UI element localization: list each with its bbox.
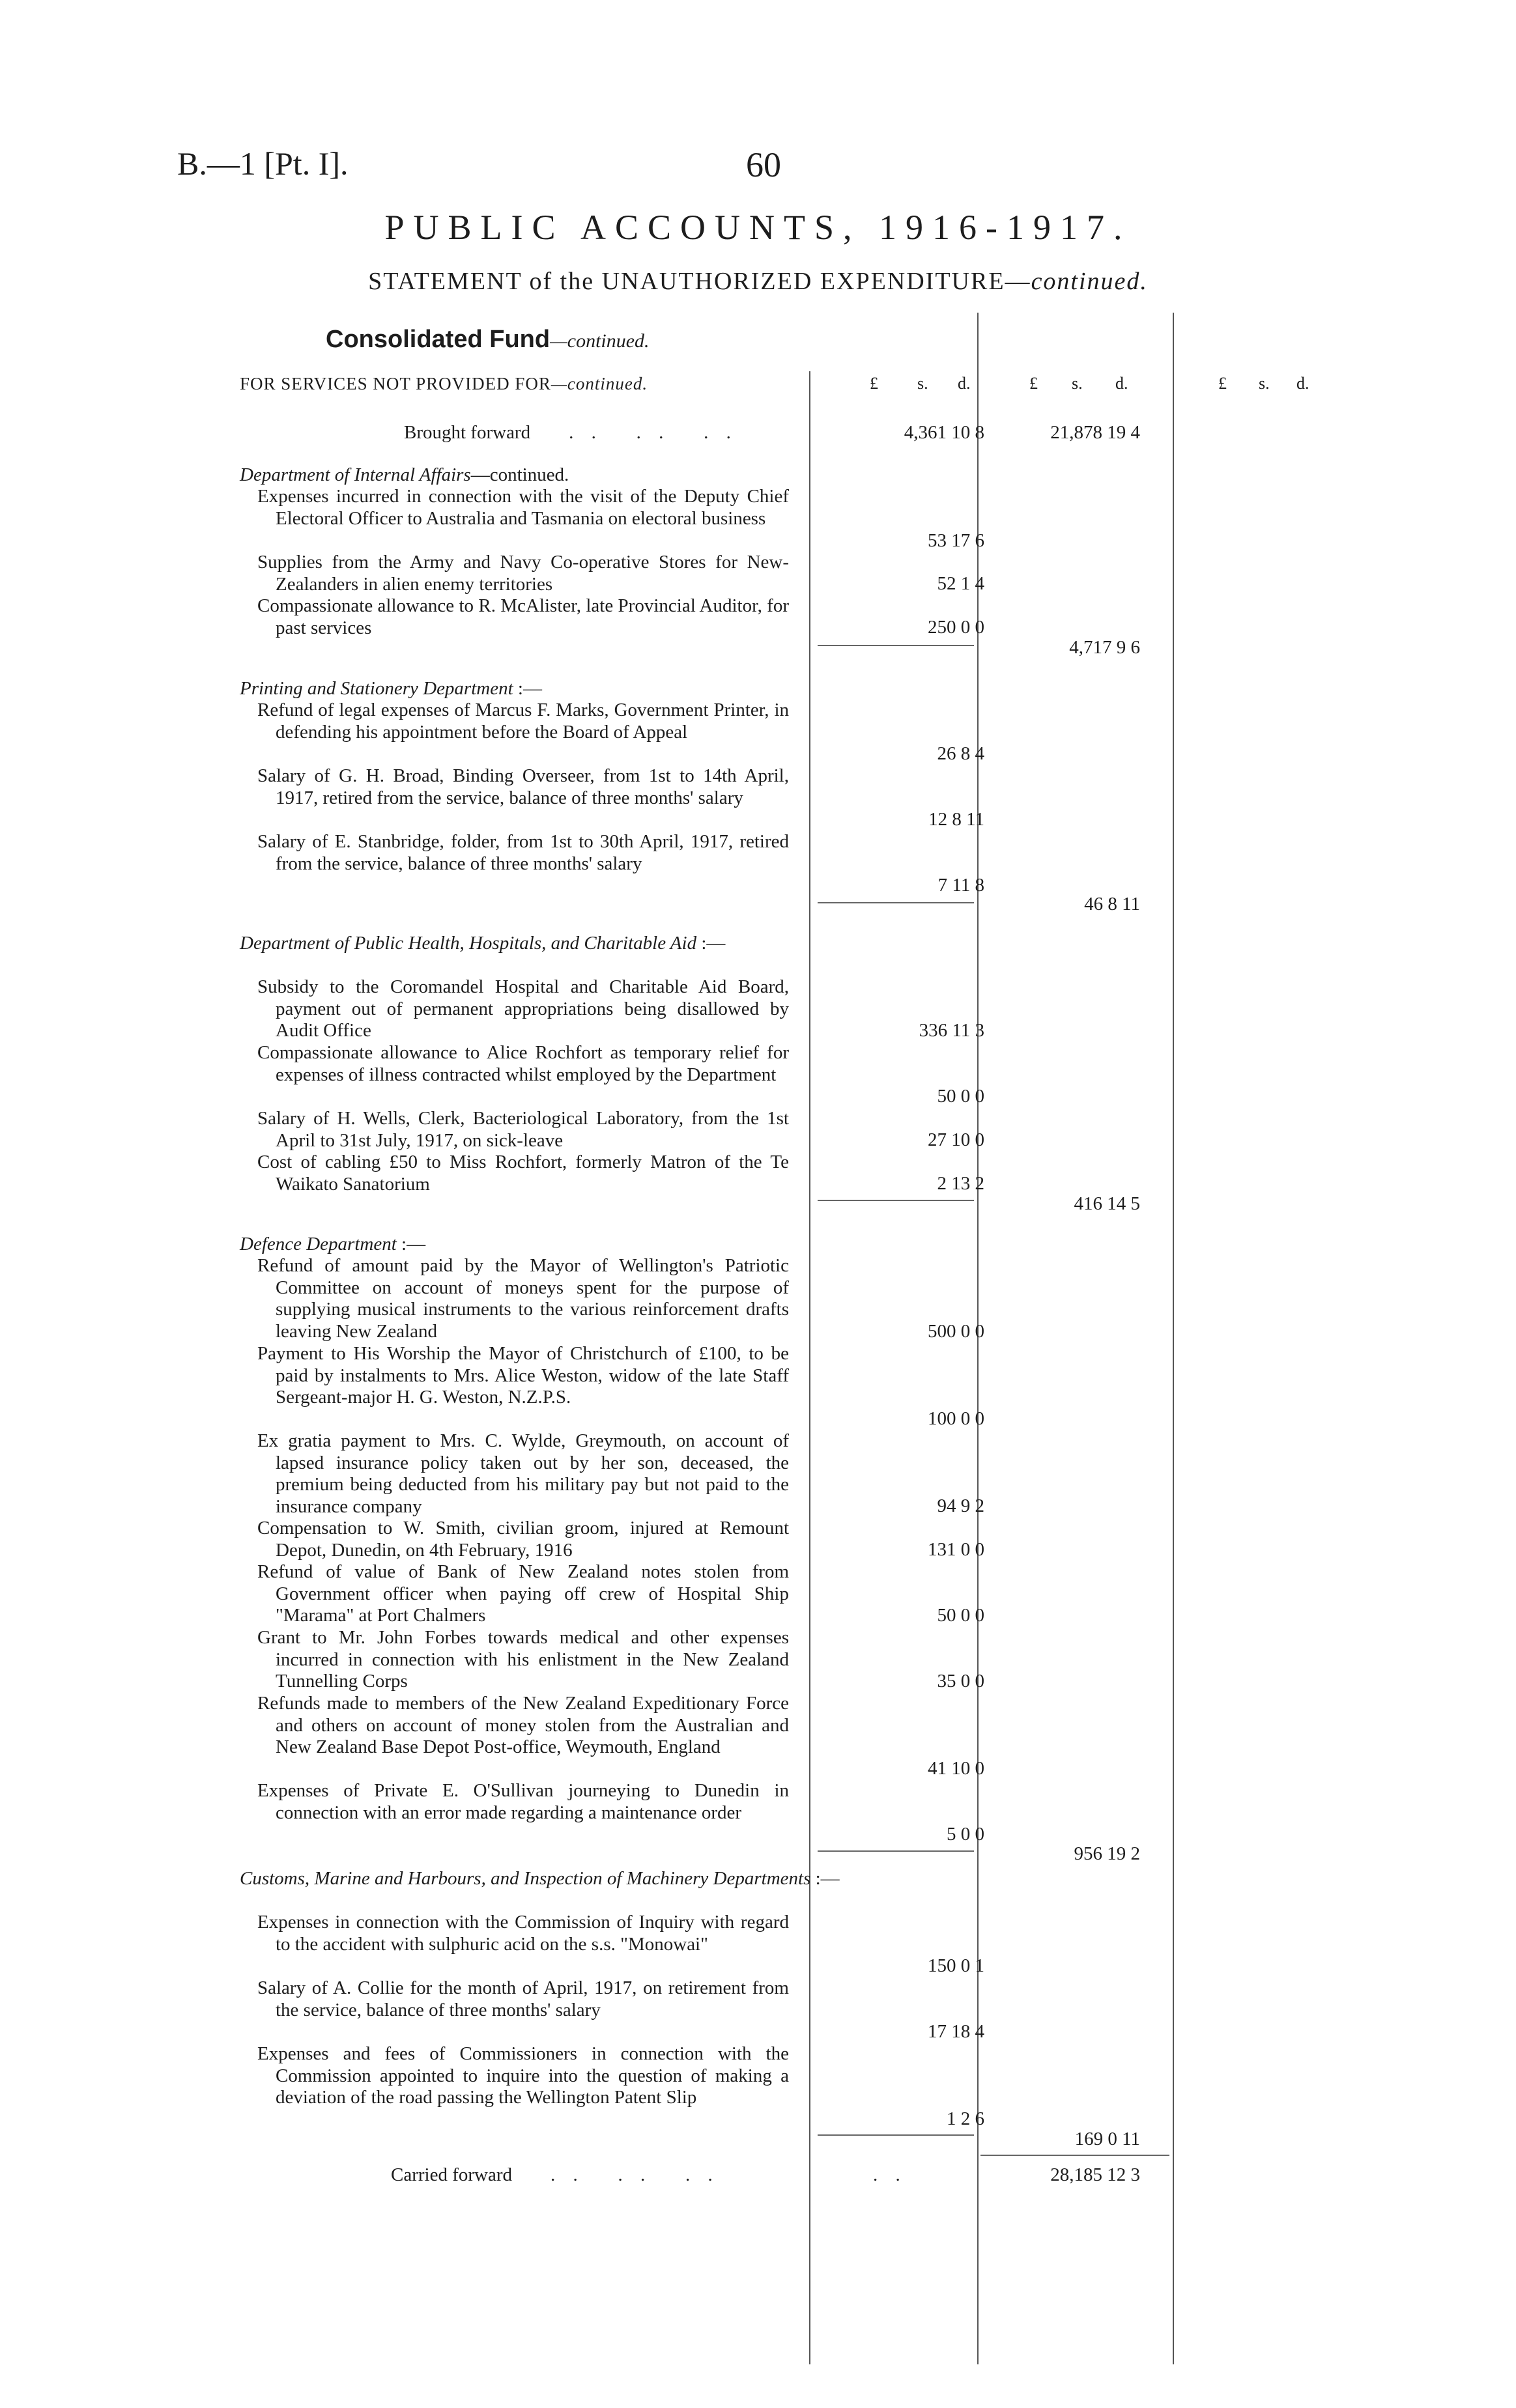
page-number: 60 xyxy=(746,145,781,184)
col1-pound-header: £ xyxy=(870,374,878,393)
department-suffix: :— xyxy=(810,1868,840,1889)
department-name: Printing and Stationery Department xyxy=(240,678,513,699)
item-amount: 100 0 0 xyxy=(928,1408,984,1429)
subtotal-rule xyxy=(818,1850,974,1852)
item-amount: 26 8 4 xyxy=(937,743,984,764)
department-total: 416 14 5 xyxy=(1074,1193,1140,1214)
total-rule xyxy=(980,2155,1169,2156)
col3-pound-header: £ xyxy=(1218,374,1227,393)
carried-forward-col2: 28,185 12 3 xyxy=(1050,2164,1140,2185)
expenditure-item: Cost of cabling £50 to Miss Rochfort, formerly Matron of the Te Waikato Sanatorium xyxy=(257,1152,789,1195)
carried-forward-label: Carried forward xyxy=(391,2164,512,2185)
item-amount: 5 0 0 xyxy=(947,1824,984,1845)
department-name: Department of Internal Affairs xyxy=(240,464,471,485)
fund-heading xyxy=(326,326,650,354)
department-heading xyxy=(240,677,794,700)
col2-pound-header: £ xyxy=(1029,374,1038,393)
carried-forward-row xyxy=(391,2164,719,2186)
expenditure-item: Salary of H. Wells, Clerk, Bacteriological Laboratory, from the 1st April to 31st July, 1917, on sick-leave xyxy=(257,1108,789,1151)
statement-subtitle xyxy=(0,267,1516,296)
expenditure-item: Expenses in connection with the Commission of Inquiry with regard to the accident with sulphuric acid on the s.s. "Monowai" xyxy=(257,1912,789,1955)
leader-dots: . . . . . . xyxy=(535,422,737,443)
col3-shilling-header: s. xyxy=(1259,374,1270,393)
leader-dots: . . xyxy=(873,2164,907,2185)
expenditure-item: Expenses of Private E. O'Sullivan journeying to Dunedin in connection with an error made regarding a maintenance order xyxy=(257,1780,789,1823)
expenditure-item: Refund of legal expenses of Marcus F. Marks, Government Printer, in defending his appointment before the Board of Appeal xyxy=(257,700,789,743)
expenditure-item: Ex gratia payment to Mrs. C. Wylde, Greymouth, on account of lapsed insurance policy taken out by her son, deceased, the premium being deducted from his military pay but not paid to the insurance company xyxy=(257,1430,789,1517)
subtotal-rule xyxy=(818,645,974,646)
subtotal-rule xyxy=(818,2134,974,2136)
expenditure-item: Salary of A. Collie for the month of April, 1917, on retirement from the service, balance of three months' salary xyxy=(257,1977,789,2020)
item-amount: 7 11 8 xyxy=(937,875,984,896)
expenditure-item: Salary of G. H. Broad, Binding Overseer, from 1st to 14th April, 1917, retired from the service, balance of three months' salary xyxy=(257,765,789,808)
fund-continued: —continued. xyxy=(550,330,650,352)
item-amount: 500 0 0 xyxy=(928,1321,984,1342)
expenditure-item: Refunds made to members of the New Zealand Expeditionary Force and others on account of money stolen from the Australian and New Zealand Base Depot Post-office, Weymouth, England xyxy=(257,1693,789,1757)
section-continued: —continued. xyxy=(551,374,648,393)
item-amount: 94 9 2 xyxy=(937,1495,984,1516)
col3-pence-header: d. xyxy=(1296,374,1309,393)
column-rule-3 xyxy=(1173,313,1174,2364)
column-rule-1 xyxy=(809,371,810,2364)
expenditure-item: Compensation to W. Smith, civilian groom, injured at Remount Depot, Dunedin, on 4th February, 1916 xyxy=(257,1518,789,1561)
subtitle-text: STATEMENT of the UNAUTHORIZED EXPENDITURE— xyxy=(368,268,1031,295)
department-suffix: —continued. xyxy=(470,464,569,485)
expenditure-item: Expenses and fees of Commissioners in connection with the Commission appointed to inquire into the question of making a deviation of the road passing the Wellington Patent Slip xyxy=(257,2043,789,2108)
item-amount: 250 0 0 xyxy=(928,617,984,638)
item-amount: 50 0 0 xyxy=(937,1605,984,1626)
expenditure-item: Refund of value of Bank of New Zealand notes stolen from Government officer when paying off crew of Hospital Ship "Marama" at Port Chalmers xyxy=(257,1561,789,1626)
section-label: FOR SERVICES NOT PROVIDED FOR xyxy=(240,374,551,393)
expenditure-item: Refund of amount paid by the Mayor of Wellington's Patriotic Committee on account of moneys spent for the purpose of supplying musical instruments to the various reinforcement drafts leaving New Zealand xyxy=(257,1255,789,1342)
department-name: Customs, Marine and Harbours, and Inspection of Machinery Departments xyxy=(240,1868,811,1889)
item-amount: 1 2 6 xyxy=(947,2108,984,2129)
col2-pence-header: d. xyxy=(1115,374,1128,393)
department-total: 956 19 2 xyxy=(1074,1843,1140,1864)
item-amount: 2 13 2 xyxy=(937,1173,984,1194)
item-amount: 131 0 0 xyxy=(928,1539,984,1560)
item-amount: 41 10 0 xyxy=(928,1758,984,1779)
item-amount: 27 10 0 xyxy=(928,1129,984,1150)
brought-forward-col1: 4,361 10 8 xyxy=(904,422,984,443)
expenditure-item: Compassionate allowance to Alice Rochfort as temporary relief for expenses of illness contracted whilst employed by the Department xyxy=(257,1042,789,1085)
expenditure-item: Grant to Mr. John Forbes towards medical and other expenses incurred in connection with his enlistment in the New Zealand Tunnelling Corps xyxy=(257,1627,789,1692)
item-amount: 17 18 4 xyxy=(928,2021,984,2042)
subtitle-continued: continued. xyxy=(1031,268,1148,295)
item-amount: 52 1 4 xyxy=(937,573,984,594)
col1-shilling-header: s. xyxy=(917,374,928,393)
col1-pence-header: d. xyxy=(958,374,971,393)
expenditure-item: Payment to His Worship the Mayor of Christchurch of £100, to be paid by instalments to Mrs. Alice Weston, widow of the late Staff Sergeant-major H. G. Weston, N.Z.P.S. xyxy=(257,1343,789,1408)
department-heading xyxy=(240,464,794,486)
expenditure-item: Subsidy to the Coromandel Hospital and Charitable Aid Board, payment out of permanent appropriations being disallowed by Audit Office xyxy=(257,976,789,1041)
item-amount: 150 0 1 xyxy=(928,1955,984,1976)
page-title: PUBLIC ACCOUNTS, 1916-1917. xyxy=(384,208,1132,247)
department-name: Department of Public Health, Hospitals, and Charitable Aid xyxy=(240,933,697,954)
document-reference: B.—1 [Pt. I]. xyxy=(177,145,349,182)
department-name: Defence Department xyxy=(240,1234,397,1254)
department-total: 169 0 11 xyxy=(1074,2129,1140,2149)
department-suffix: :— xyxy=(696,933,726,954)
expenditure-item: Salary of E. Stanbridge, folder, from 1st to 30th April, 1917, retired from the service, balance of three months' salary xyxy=(257,831,789,874)
brought-forward-row xyxy=(404,422,737,444)
expenditure-item: Compassionate allowance to R. McAlister, late Provincial Auditor, for past services xyxy=(257,595,789,638)
expenditure-item: Supplies from the Army and Navy Co-operative Stores for New-Zealanders in alien enemy territories xyxy=(257,552,789,595)
expenditure-item: Expenses incurred in connection with the visit of the Deputy Chief Electoral Officer to Australia and Tasmania on electoral business xyxy=(257,486,789,529)
department-heading xyxy=(240,932,794,954)
item-amount: 50 0 0 xyxy=(937,1086,984,1107)
brought-forward-label: Brought forward xyxy=(404,422,531,443)
section-heading xyxy=(240,374,648,394)
brought-forward-col2: 21,878 19 4 xyxy=(1050,422,1140,443)
col2-shilling-header: s. xyxy=(1072,374,1083,393)
department-total: 46 8 11 xyxy=(1084,894,1140,914)
item-amount: 35 0 0 xyxy=(937,1671,984,1692)
department-total: 4,717 9 6 xyxy=(1069,637,1140,658)
department-suffix: :— xyxy=(396,1234,426,1254)
item-amount: 53 17 6 xyxy=(928,530,984,551)
item-amount: 12 8 11 xyxy=(928,809,984,830)
subtotal-rule xyxy=(818,902,974,903)
item-amount: 336 11 3 xyxy=(919,1020,984,1041)
subtotal-rule xyxy=(818,1200,974,1201)
department-heading xyxy=(240,1867,840,1890)
leader-dots: . . . . . . xyxy=(517,2164,719,2185)
department-heading xyxy=(240,1233,794,1255)
department-suffix: :— xyxy=(513,678,542,699)
fund-name: Consolidated Fund xyxy=(326,326,551,353)
